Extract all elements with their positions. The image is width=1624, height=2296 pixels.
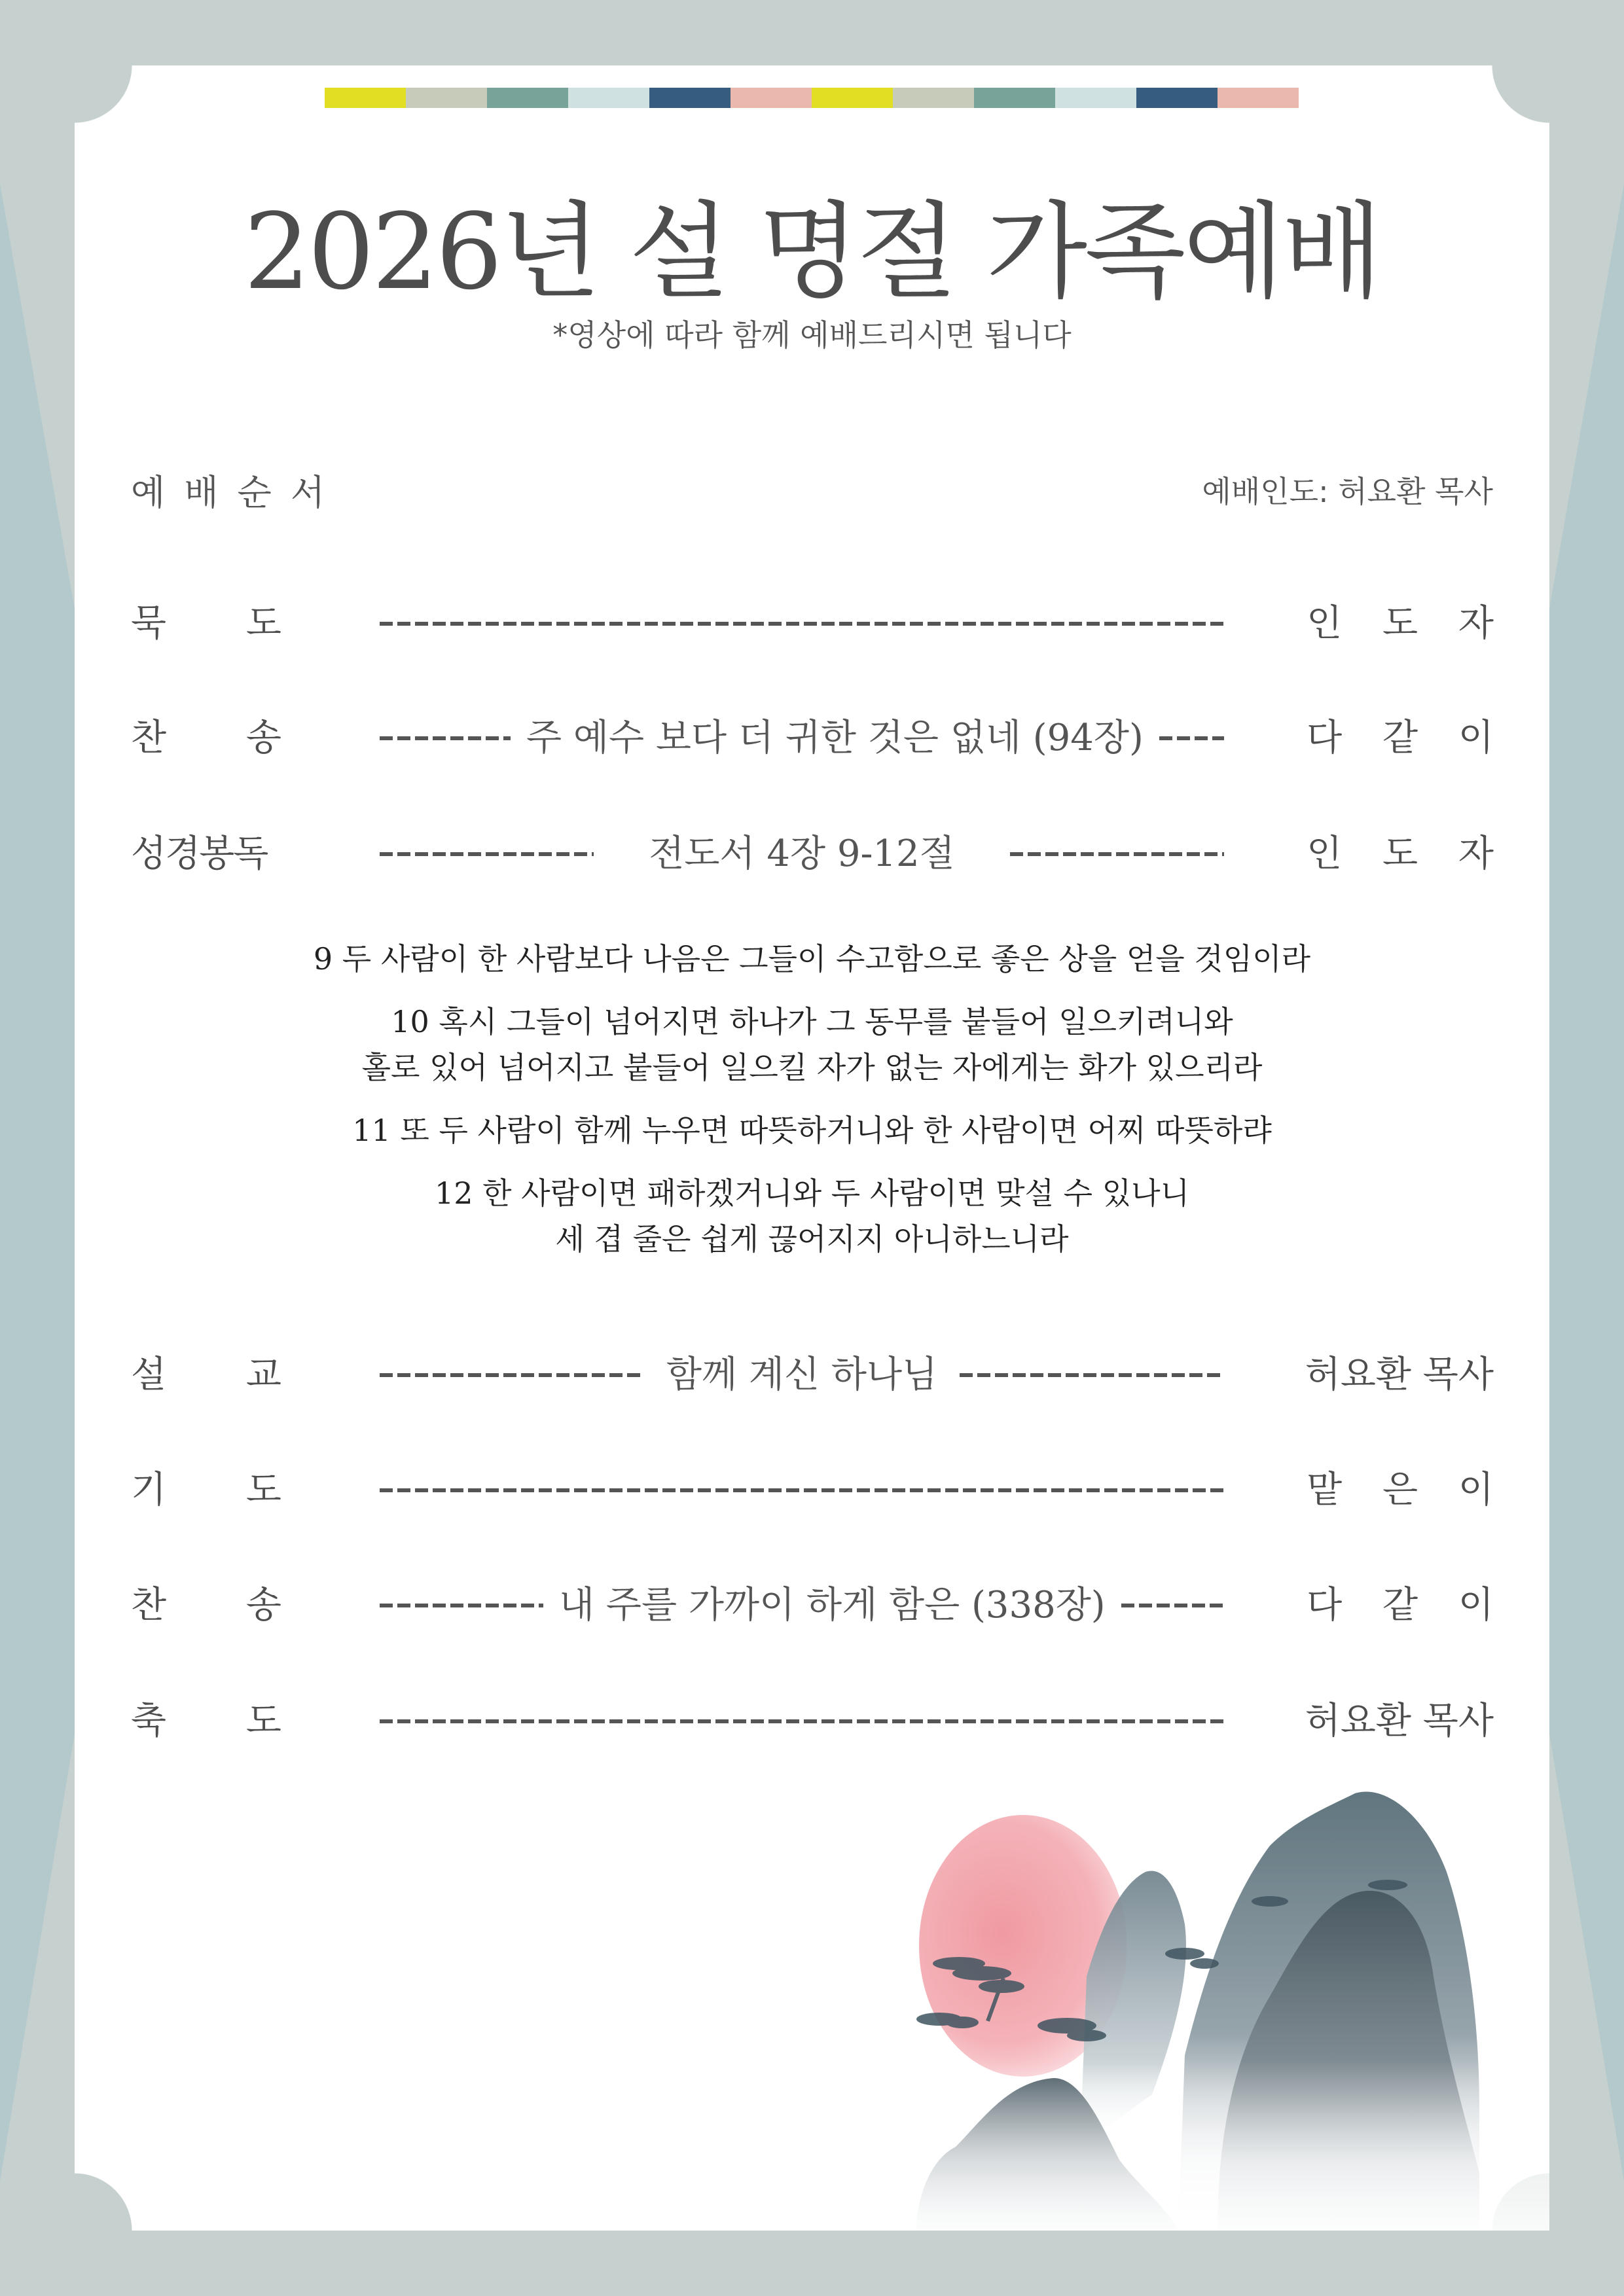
color-swatch <box>649 88 731 108</box>
order-middle <box>380 825 1224 884</box>
color-swatch <box>1055 88 1136 108</box>
dashed-leader <box>380 736 511 740</box>
order-person: 인 도 자 <box>1307 833 1508 875</box>
label-char: 교 <box>245 1354 281 1396</box>
order-middle <box>380 709 1224 768</box>
order-row-hymn-1 <box>131 709 1508 768</box>
mountain-illustration <box>903 1780 1549 2231</box>
label-char: 도 <box>245 1700 281 1742</box>
page-subtitle: *영상에 따라 함께 예배드리시면 됩니다 <box>552 317 1072 353</box>
order-person: 인 도 자 <box>1307 602 1508 645</box>
verse-9 <box>0 936 1624 982</box>
order-label <box>131 1692 281 1751</box>
dashed-leader <box>380 852 594 856</box>
label-char: 찬 <box>131 1584 167 1626</box>
color-swatch <box>487 88 568 108</box>
order-row-scripture-reading <box>131 825 1508 884</box>
verse-10 <box>0 999 1624 1090</box>
dashed-leader <box>1010 852 1224 856</box>
hymn-title: 내 주를 가까이 하게 함은 (338장) <box>559 1584 1106 1626</box>
hymn-title: 주 예수 보다 더 귀한 것은 없네 (94장) <box>526 717 1144 759</box>
verse-11 <box>0 1107 1624 1153</box>
dashed-leader <box>380 1488 1224 1492</box>
page-title: 2026년 설 명절 가족예배 <box>244 190 1380 313</box>
label-char: 도 <box>245 602 281 645</box>
dashed-leader <box>1121 1604 1224 1607</box>
sermon-title: 함께 계신 하나님 <box>666 1354 938 1396</box>
color-swatch <box>1218 88 1299 108</box>
order-label: 성경봉독 <box>131 833 268 875</box>
verse-line: 11 또 두 사람이 함께 누우면 따뜻하거니와 한 사람이면 어찌 따뜻하랴 <box>352 1113 1272 1148</box>
worship-leader-info: 예배인도: 허요환 목사 <box>1202 474 1493 509</box>
label-char: 기 <box>131 1469 167 1511</box>
color-swatch <box>812 88 893 108</box>
color-swatch <box>325 88 406 108</box>
label-char: 설 <box>131 1354 167 1396</box>
order-label <box>131 594 281 653</box>
order-middle <box>380 1346 1224 1405</box>
order-row-hymn-2 <box>131 1576 1508 1635</box>
order-label <box>131 1461 281 1520</box>
label-char: 축 <box>131 1700 167 1742</box>
verse-line: 10 혹시 그들이 넘어지면 하나가 그 동무를 붙들어 일으키려니와 <box>391 1004 1233 1039</box>
dashed-leader <box>1159 736 1224 740</box>
dashed-leader <box>960 1373 1224 1377</box>
dashed-leader <box>380 1373 644 1377</box>
color-swatch <box>731 88 812 108</box>
verse-line: 홀로 있어 넘어지고 붙들어 일으킬 자가 없는 자에게는 화가 있으리라 <box>361 1050 1263 1085</box>
order-label <box>131 1576 281 1635</box>
color-strip <box>325 88 1299 108</box>
label-char: 찬 <box>131 717 167 759</box>
order-heading: 예 배 순 서 <box>131 472 329 513</box>
order-person: 맡 은 이 <box>1307 1469 1508 1511</box>
dashed-leader <box>380 1604 543 1607</box>
order-label <box>131 709 281 768</box>
order-person: 다 같 이 <box>1307 717 1508 759</box>
label-char: 묵 <box>131 602 167 645</box>
color-swatch <box>568 88 649 108</box>
label-char: 송 <box>245 717 281 759</box>
order-label <box>131 1346 281 1405</box>
scripture-text <box>0 936 1624 1279</box>
color-swatch <box>974 88 1055 108</box>
color-swatch <box>1136 88 1218 108</box>
verse-line: 9 두 사람이 한 사람보다 나음은 그들이 수고함으로 좋은 상을 얻을 것임이라 <box>313 941 1311 977</box>
label-char: 송 <box>245 1584 281 1626</box>
order-person: 허요환 목사 <box>1305 1700 1494 1742</box>
dashed-leader <box>380 1719 1224 1723</box>
order-row-benediction <box>131 1692 1494 1751</box>
color-swatch <box>893 88 974 108</box>
order-middle <box>380 594 1224 653</box>
color-swatch <box>406 88 487 108</box>
verse-line: 12 한 사람이면 패하겠거니와 두 사람이면 맞설 수 있나니 <box>434 1175 1190 1211</box>
order-row-sermon <box>131 1346 1494 1405</box>
verse-line: 세 겹 줄은 쉽게 끊어지지 아니하느니라 <box>555 1221 1069 1257</box>
verse-12 <box>0 1170 1624 1262</box>
order-middle <box>380 1576 1224 1635</box>
order-person: 다 같 이 <box>1307 1584 1508 1626</box>
scripture-reference: 전도서 4장 9-12절 <box>649 833 955 875</box>
label-char: 도 <box>245 1469 281 1511</box>
dashed-leader <box>380 622 1224 626</box>
order-person: 허요환 목사 <box>1305 1354 1494 1396</box>
order-row-prayer <box>131 1461 1508 1520</box>
order-row-silent-prayer <box>131 594 1508 653</box>
order-middle <box>380 1692 1224 1751</box>
order-middle <box>380 1461 1224 1520</box>
mist-overlay <box>903 2060 1549 2231</box>
